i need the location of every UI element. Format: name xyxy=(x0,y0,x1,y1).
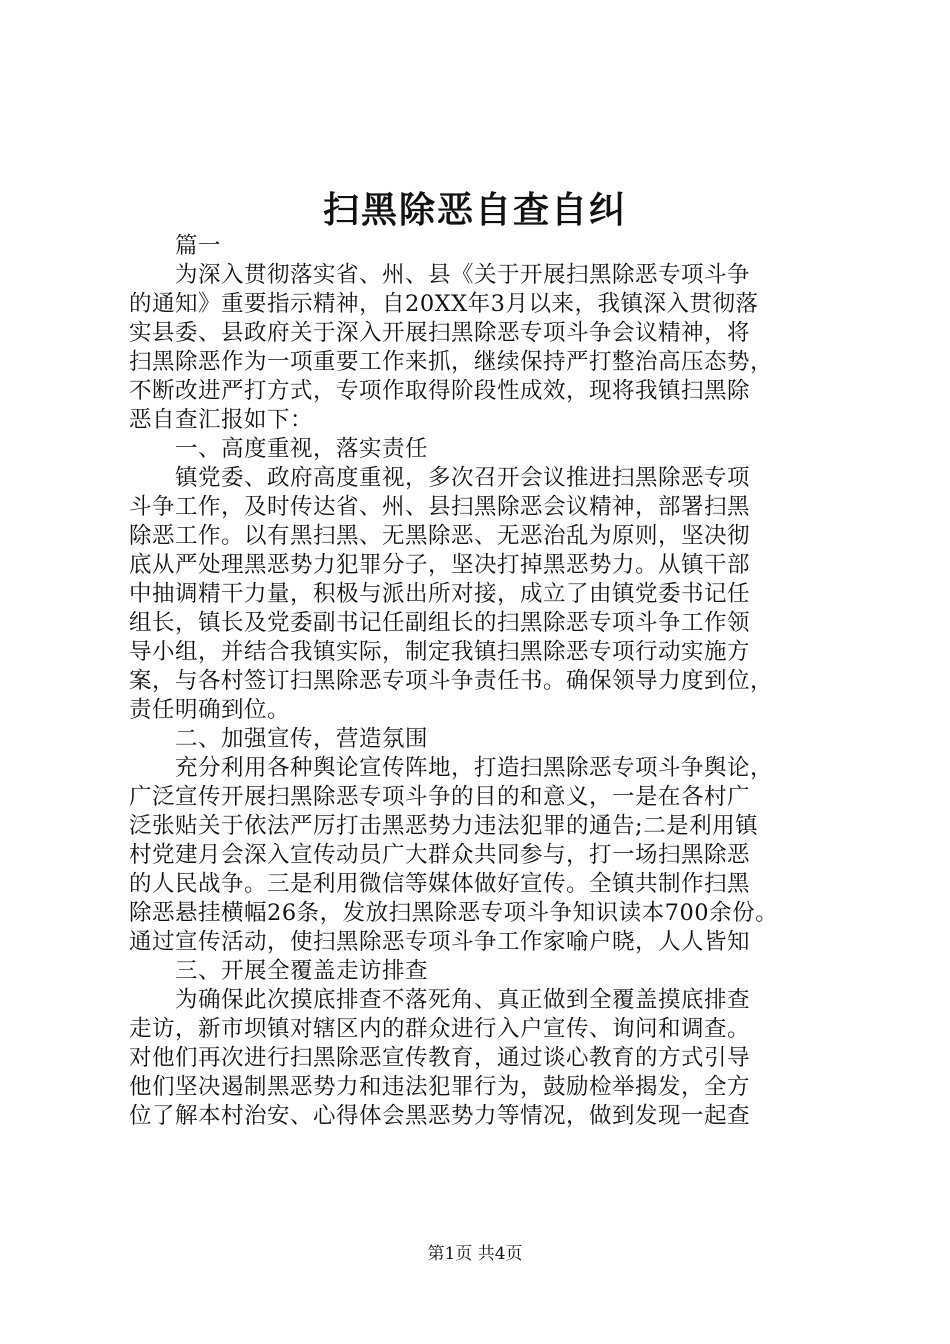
text-line: 不断改进严打方式，专项作取得阶段性成效，现将我镇扫黑除 xyxy=(129,378,751,404)
text-line: 广泛宣传开展扫黑除恶专项斗争的目的和意义，一是在各村广 xyxy=(129,784,751,810)
text-line: 斗争工作，及时传达省、州、县扫黑除恶会议精神，部署扫黑 xyxy=(129,494,751,520)
text-line: 他们坚决遏制黑恶势力和违法犯罪行为，鼓励检举揭发，全方 xyxy=(129,1074,751,1100)
text-line: 恶自查汇报如下： xyxy=(129,407,314,433)
text-line: 的通知》重要指示精神，自20XX年3月以来，我镇深入贯彻落 xyxy=(129,291,759,317)
text-line: 底从严处理黑恶势力犯罪分子，坚决打掉黑恶势力。从镇干部 xyxy=(129,552,751,578)
text-line: 扫黑除恶作为一项重要工作来抓，继续保持严打整治高压态势， xyxy=(129,349,774,375)
document-body xyxy=(129,232,841,1131)
text-line: 村党建月会深入宣传动员广大群众共同参与，打一场扫黑除恶 xyxy=(129,842,751,868)
text-line: 除恶工作。以有黑扫黑、无黑除恶、无恶治乱为原则，坚决彻 xyxy=(129,523,751,549)
text-line: 泛张贴关于依法严厉打击黑恶势力违法犯罪的通告;二是利用镇 xyxy=(129,813,759,839)
text-line: 责任明确到位。 xyxy=(129,697,291,723)
text-line: 二、加强宣传，营造氛围 xyxy=(129,726,429,752)
text-line: 三、开展全覆盖走访排查 xyxy=(129,958,429,984)
text-line: 为深入贯彻落实省、州、县《关于开展扫黑除恶专项斗争 xyxy=(129,262,751,288)
text-line: 篇一 xyxy=(129,233,222,259)
text-line: 一、高度重视，落实责任 xyxy=(129,436,429,462)
text-line: 通过宣传活动，使扫黑除恶专项斗争工作家喻户晓，人人皆知 xyxy=(129,929,751,955)
text-line: 除恶悬挂横幅26条，发放扫黑除恶专项斗争知识读本700余份。 xyxy=(129,900,779,926)
text-line: 走访，新市坝镇对辖区内的群众进行入户宣传、询问和调查。 xyxy=(129,1016,751,1042)
page-footer: 第1页 共4页 xyxy=(427,1244,523,1264)
text-line: 导小组，并结合我镇实际，制定我镇扫黑除恶专项行动实施方 xyxy=(129,639,751,665)
text-line: 充分利用各种舆论宣传阵地，打造扫黑除恶专项斗争舆论， xyxy=(129,755,774,781)
text-line: 的人民战争。三是利用微信等媒体做好宣传。全镇共制作扫黑 xyxy=(129,871,751,897)
text-line: 组长，镇长及党委副书记任副组长的扫黑除恶专项斗争工作领 xyxy=(129,610,751,636)
document-title: 扫黑除恶自查自纠 xyxy=(322,189,627,231)
text-line: 实县委、县政府关于深入开展扫黑除恶专项斗争会议精神，将 xyxy=(129,320,751,346)
text-line: 为确保此次摸底排查不落死角、真正做到全覆盖摸底排查 xyxy=(129,987,751,1013)
text-line: 镇党委、政府高度重视，多次召开会议推进扫黑除恶专项 xyxy=(129,465,751,491)
text-line: 位了解本村治安、心得体会黑恶势力等情况，做到发现一起查 xyxy=(129,1103,751,1129)
text-line: 案，与各村签订扫黑除恶专项斗争责任书。确保领导力度到位， xyxy=(129,668,774,694)
text-line: 对他们再次进行扫黑除恶宣传教育，通过谈心教育的方式引导 xyxy=(129,1045,751,1071)
text-line: 中抽调精干力量，积极与派出所对接，成立了由镇党委书记任 xyxy=(129,581,751,607)
